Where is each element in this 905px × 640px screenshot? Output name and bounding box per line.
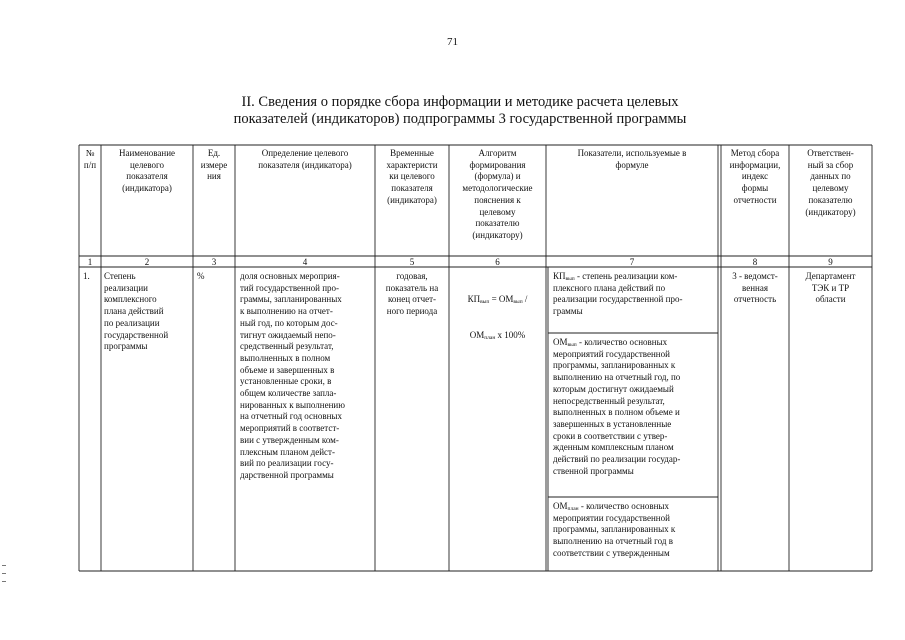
formula-line-2: $ОМ_{план}$ х 100% bbox=[469, 329, 526, 341]
colnum-9: 9 bbox=[828, 257, 833, 267]
row-unit: % bbox=[197, 271, 205, 281]
page-number: 71 bbox=[447, 36, 458, 48]
row-time: годовая, показатель на конец отчет- ного периода bbox=[385, 271, 439, 317]
colnum-2: 2 bbox=[144, 257, 150, 267]
row-responsible: Департамент ТЭК и ТР области bbox=[805, 271, 856, 305]
row-method: 3 - ведомст- венная отчетность bbox=[732, 271, 778, 305]
header-time: Временные характеристи ки целевого показателя (индикатора) bbox=[386, 148, 438, 205]
header-num: № п/п bbox=[83, 148, 97, 170]
indicator-om-vyp: $ОМ_{вып}$ - количество основных мероприятий государственной программы, запланированных к выполнению на отчетный год, по которым достигнут ожидаемый непосредственный результат, выполненных в полном объеме и завершенных в установленные сроки в соответствии с утвер- жденным комплексным планом действий по реализации государ- ственной программы bbox=[553, 337, 681, 476]
row-definition: доля основных мероприя- тий государственной про- граммы, запланированных к выполнению на отчет- ный год, по которым дос- тигнут ожидаемый непо- средственный результат, выполненных в полном объеме и завершенных в установленные сроки, в общем количестве запла- нированных к выполнению на отчетный год основных мероприятий в соответст- вии с утвержденным ком- плексным планом дейст- вий по реализации госу- дарственной программы bbox=[240, 271, 345, 480]
colnum-1: 1 bbox=[87, 257, 93, 267]
title-line-1: II. Сведения о порядке сбора информации и методике расчета целевых bbox=[241, 94, 679, 110]
title-line-2: показателей (индикаторов) подпрограммы 3 государственной программы bbox=[233, 111, 687, 127]
header-indicators: Показатели, используемые в формуле bbox=[577, 148, 687, 170]
row-num: 1. bbox=[83, 271, 90, 281]
header-definition: Определение целевого показателя (индикатора) bbox=[258, 148, 352, 170]
colnum-3: 3 bbox=[211, 257, 217, 267]
colnum-8: 8 bbox=[752, 257, 758, 267]
scan-margin-marks bbox=[2, 565, 6, 589]
indicator-om-plan: $ОМ_{план}$ - количество основных мероприятии государственной программы, запланированных к выполнению на отчетный год в соответствии с утвержденным bbox=[553, 501, 676, 558]
colnum-4: 4 bbox=[302, 257, 308, 267]
header-unit: Ед. измере ния bbox=[200, 148, 228, 182]
colnum-6: 6 bbox=[495, 257, 500, 267]
header-method: Метод сбора информации, индекс формы отчетности bbox=[729, 148, 781, 205]
header-responsible: Ответствен- ный за сбор данных по целевому показателю (индикатору) bbox=[805, 148, 856, 217]
row-formula bbox=[449, 271, 546, 353]
colnum-5: 5 bbox=[409, 257, 415, 267]
header-name: Наименование целевого показателя (индикатора) bbox=[118, 148, 176, 194]
indicator-kp: $КП_{вып}$ - степень реализации ком- плексного плана действий по реализации государственной про- граммы bbox=[553, 271, 683, 317]
formula-line-1: $КП_{вып} = ОМ_{вып}$ / bbox=[467, 294, 528, 306]
header-algorithm: Алгоритм формирования (формула) и методологические пояснения к целевому показателю (индикатору) bbox=[462, 148, 533, 240]
row-name: Степень реализации комплексного плана действий по реализации государственной программы bbox=[104, 271, 169, 352]
colnum-7: 7 bbox=[629, 257, 635, 267]
